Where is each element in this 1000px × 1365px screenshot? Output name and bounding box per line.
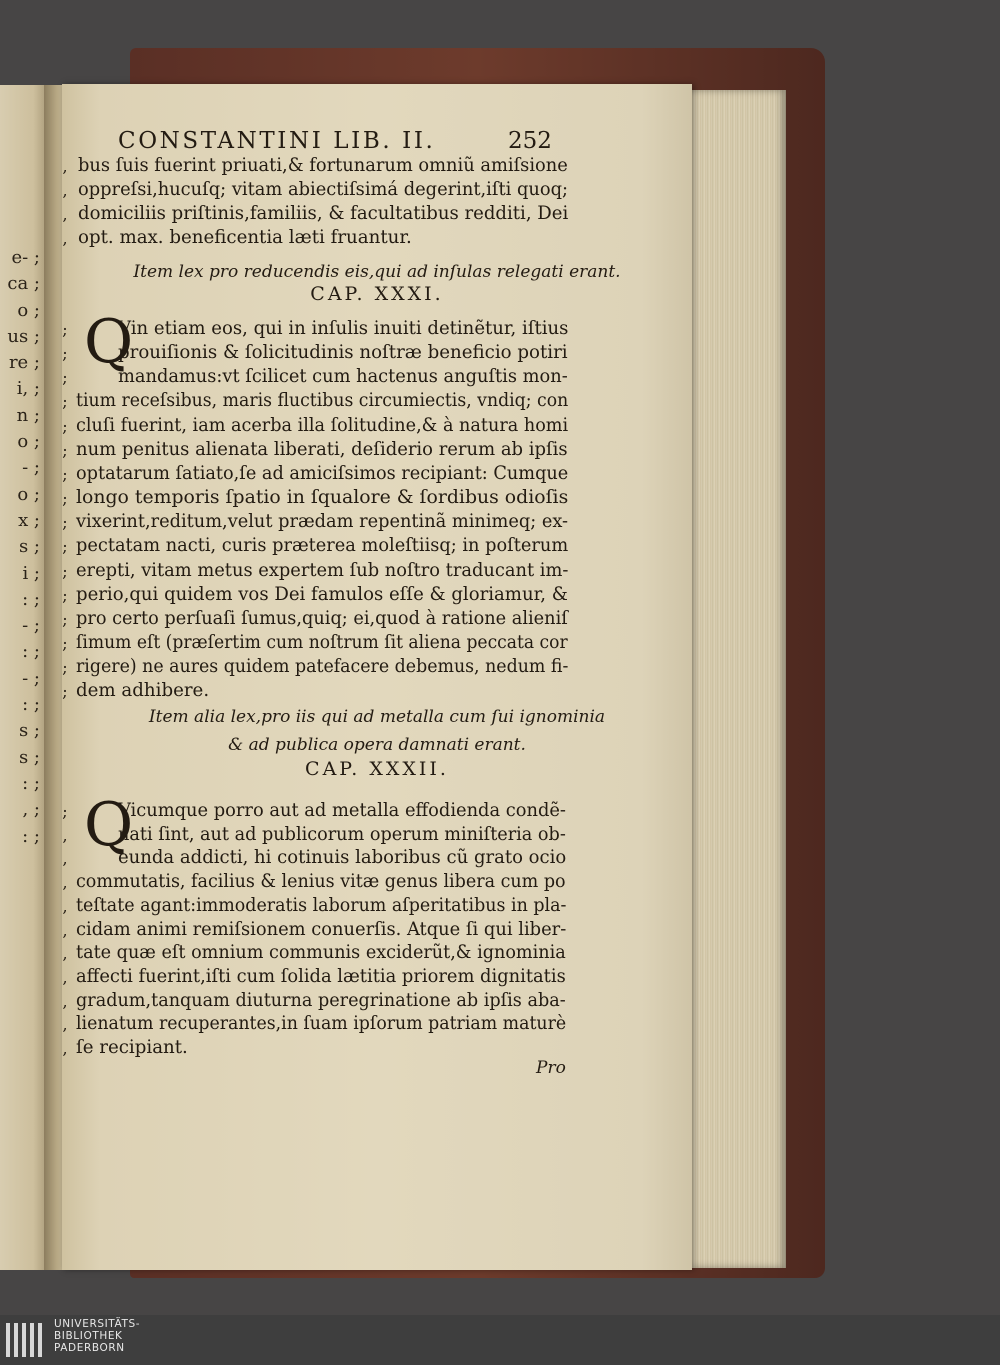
left-page-fragment: n ; <box>16 404 40 426</box>
text-line: mandamus:vt ſcilicet cum hactenus anguſtis mon- <box>118 366 568 388</box>
left-page-fragment: - ; <box>22 667 40 689</box>
quotation-mark: , <box>62 825 68 845</box>
left-page-fragment: o ; <box>17 299 40 321</box>
left-page-fragment: i, ; <box>16 378 40 400</box>
text-line: domiciliis priſtinis,familiis, & facultatibus redditi, Dei <box>78 203 569 224</box>
left-page-fragment: s ; <box>18 746 40 768</box>
section-heading-32-line2: & ad publica opera damnati erant. <box>228 735 526 755</box>
quotation-mark: ; <box>62 609 68 629</box>
text-line: commutatis, facilius & lenius vitæ genus libera cum po <box>76 871 566 893</box>
quotation-mark: ; <box>62 561 68 581</box>
quotation-mark: ; <box>62 513 68 533</box>
section-heading-31: Item lex pro reducendis eis,qui ad inſulas relegati erant. <box>133 262 621 282</box>
quotation-mark: ; <box>62 368 68 388</box>
quotation-mark: , <box>62 944 68 964</box>
left-page-fragment: : ; <box>22 641 40 663</box>
quotation-mark: , <box>62 1039 68 1058</box>
text-line: cluſi fuerint, iam acerba illa ſolitudine,& à natura homi <box>76 414 569 436</box>
text-line: perio,qui quidem vos Dei famulos eſſe & gloriamur, & <box>76 583 568 605</box>
text-line: vixerint,reditum,velut prædam repentinã minimeq; ex- <box>76 511 569 533</box>
left-page-fragment: - ; <box>22 615 40 637</box>
text-line: bus ſuis fuerint priuati,& fortunarum omniũ amiſsione <box>78 155 568 176</box>
catchword: Pro <box>536 1058 566 1078</box>
quotation-mark: , <box>62 1015 68 1035</box>
text-line: ſe recipiant. <box>76 1037 188 1058</box>
left-page-fragment: - ; <box>22 457 40 479</box>
left-page-fragment: s ; <box>18 720 40 742</box>
text-line: longo temporis ſpatio in ſqualore & ſordibus odioſis <box>76 487 569 509</box>
quotation-mark: ; <box>62 633 68 653</box>
text-line: nati ſint, aut ad publicorum operum miniſteria ob- <box>118 823 566 845</box>
text-line: Vin etiam eos, qui in inſulis inuiti detinẽtur, iſtius <box>118 318 569 339</box>
left-page-fragment: o ; <box>17 431 40 453</box>
quotation-mark: ; <box>62 440 68 460</box>
text-line: Vicumque porro aut ad metalla effodienda condẽ- <box>118 800 566 821</box>
text-line: ſimum eſt (præſertim cum noſtrum ſit aliena peccata cor <box>76 631 568 653</box>
chapter-number-32: CAP. XXXII. <box>305 758 449 780</box>
quotation-mark: ; <box>62 489 68 509</box>
text-line: tate quæ eſt omnium communis exciderũt,& ignominia <box>76 942 566 964</box>
text-line: tium receſsibus, maris fluctibus circumiectis, vndiq; con <box>76 390 569 412</box>
chapter-number-31: CAP. XXXI. <box>310 283 444 305</box>
left-page-fragment: re ; <box>8 352 40 374</box>
text-line: rigere) ne aures quidem patefacere debemus, nedum fi- <box>76 656 569 678</box>
text-line: erepti, vitam metus expertem ſub noſtro traducant im- <box>76 559 569 581</box>
library-name-line2: BIBLIOTHEK <box>54 1330 123 1342</box>
text-line: dem adhibere. <box>76 680 210 702</box>
library-footer <box>0 1315 1000 1365</box>
quotation-mark: ; <box>62 537 68 557</box>
text-line: lienatum recuperantes,in ſuam ipſorum patriam maturè <box>76 1013 567 1035</box>
quotation-mark: ; <box>62 392 68 412</box>
quotation-mark: ; <box>62 585 68 605</box>
quotation-mark: , <box>62 873 68 893</box>
left-page-fragment: ca ; <box>7 273 40 295</box>
left-page-fragment: us ; <box>7 325 40 347</box>
quotation-mark: , <box>62 991 68 1011</box>
quotation-mark: ; <box>62 658 68 678</box>
text-line: teſtate agant:immoderatis laborum aſperitatibus in pla- <box>76 894 567 916</box>
left-page-fragment: : ; <box>22 772 40 794</box>
text-line: opt. max. beneficentia læti fruantur. <box>78 227 412 248</box>
quotation-mark: , <box>62 967 68 987</box>
left-page-fragment: o ; <box>17 483 40 505</box>
quotation-mark: , <box>62 920 68 940</box>
text-line: cidam animi remiſsionem conuerſis. Atque ſi qui liber- <box>76 918 567 940</box>
quotation-mark: , <box>62 157 68 176</box>
text-line: oppreſsi,hucuſq; vitam abiectiſsimá degerint,iſti quoq; <box>78 179 569 200</box>
text-line: gradum,tanquam diuturna peregrinatione ab ipſis aba- <box>76 989 566 1011</box>
quotation-mark: ; <box>62 416 68 436</box>
university-library-logo-icon <box>4 1319 46 1361</box>
drop-cap-31: Q <box>84 307 134 377</box>
text-line: optatarum ſatiato,ſe ad amiciſsimos recipiant: Cumque <box>76 462 569 484</box>
drop-cap-32: Q <box>84 790 134 860</box>
quotation-mark: , <box>62 896 68 916</box>
left-page-fragment: : ; <box>22 588 40 610</box>
text-line: affecti fuerint,iſti cum ſolida lætitia priorem dignitatis <box>76 965 566 987</box>
quotation-mark: ; <box>62 802 68 821</box>
quotation-mark: ; <box>62 464 68 484</box>
left-page-fragment: , ; <box>22 799 40 821</box>
left-page-fragment: x ; <box>18 509 40 531</box>
running-header: CONSTANTINI LIB. II. <box>118 128 436 154</box>
page-number: 252 <box>508 128 552 154</box>
text-line: pectatam nacti, curis præterea moleſtiisq; in poſterum <box>76 535 569 557</box>
left-page-fragment: e- ; <box>11 247 40 268</box>
text-line: pro certo perſuaſi ſumus,quiq; ei,quod à ratione alieniſ <box>76 607 568 629</box>
library-name-line1: UNIVERSITÄTS- <box>54 1318 141 1330</box>
left-page-fragment: : ; <box>22 825 40 847</box>
left-page-fragment: i ; <box>22 562 40 584</box>
quotation-mark: , <box>62 205 68 224</box>
section-heading-32-line1: Item alia lex,pro iis qui ad metalla cum ſui ignominia <box>148 707 606 727</box>
quotation-mark: , <box>62 849 68 869</box>
left-page-fragment: : ; <box>22 694 40 716</box>
text-line: eunda addicti, hi cotinuis laboribus cũ grato ocio <box>118 847 567 869</box>
quotation-mark: , <box>62 229 68 248</box>
quotation-mark: ; <box>62 344 68 364</box>
text-line: prouiſionis & ſolicitudinis noſtræ beneficio potiri <box>118 342 568 364</box>
library-name-line3: PADERBORN <box>54 1342 125 1354</box>
quotation-mark: , <box>62 181 68 200</box>
quotation-mark: ; <box>62 682 68 702</box>
left-page-fragment: s ; <box>18 536 40 558</box>
quotation-mark: ; <box>62 320 68 339</box>
text-line: num penitus alienata liberati, deſiderio rerum ab ipſis <box>76 438 568 460</box>
